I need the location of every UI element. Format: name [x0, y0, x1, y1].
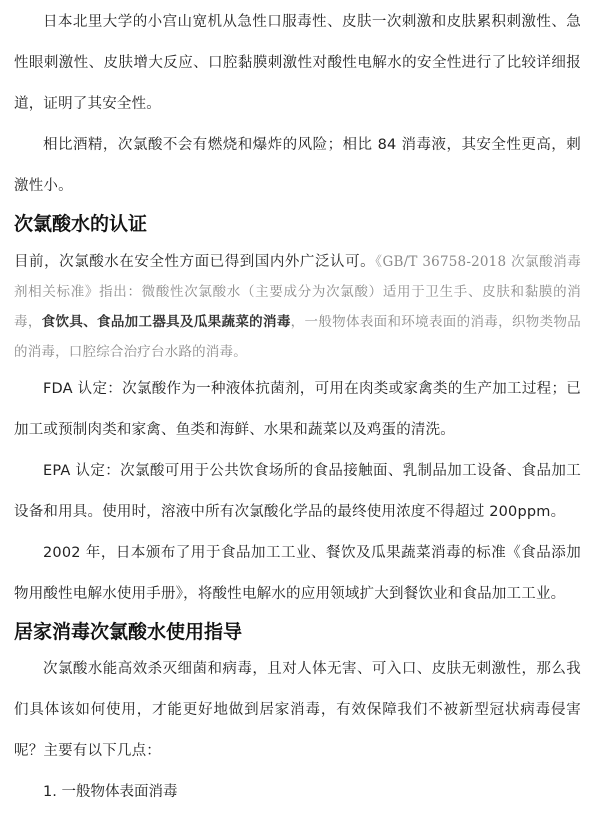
- cert-bold-text: 食饮具、食品加工器具及瓜果蔬菜的消毒: [41, 314, 291, 330]
- list-item: 1. 一般物体表面消毒: [43, 784, 178, 800]
- section-heading-certification: 次氯酸水的认证: [14, 213, 148, 235]
- home-disinfection-paragraph: 次氯酸水能高效杀灭细菌和病毒，且对人体无害、可入口、皮肤无刺激性，那么我们具体该如何使用，才能更好地做到居家消毒，有效保障我们不被新型冠状病毒侵害呢？主要有以下几点：: [14, 661, 581, 759]
- cert-standard-quote: 《GB/T 36758-2018 次氯酸消毒剂相关标准》指出：微酸性次氯酸水（主要成分为次氯酸）适用于卫生手、皮肤和黏膜的消毒，: [14, 254, 581, 330]
- epa-paragraph: EPA 认定：次氯酸可用于公共饮食场所的食品接触面、乳制品加工设备、食品加工设备和用具。使用时，溶液中所有次氯酸化学品的最终使用浓度不得超过 200ppm。: [14, 463, 581, 520]
- fda-paragraph: FDA 认定：次氯酸作为一种液体抗菌剂，可用在肉类或家禽类的生产加工过程；已加工或预制肉类和家禽、鱼类和海鲜、水果和蔬菜以及鸡蛋的清洗。: [14, 381, 581, 438]
- cert-standard-quote-end: ，一般物体表面和环境表面的消毒，织物类物品的消毒，口腔综合治疗台水路的消毒。: [14, 314, 581, 360]
- intro-paragraph-1: 日本北里大学的小宫山宽机从急性口服毒性、皮肤一次刺激和皮肤累积刺激性、急性眼刺激性、皮肤增大反应、口腔黏膜刺激性对酸性电解水的安全性进行了比较详细报道，证明了其安全性。: [14, 14, 581, 112]
- certification-paragraph: [14, 247, 581, 367]
- intro-paragraph-2: 相比酒精，次氯酸不会有燃烧和爆炸的风险；相比 84 消毒液，其安全性更高，刺激性小。: [14, 137, 581, 194]
- section-heading-home-disinfection: 居家消毒次氯酸水使用指导: [14, 621, 243, 643]
- japan-paragraph: 2002 年，日本颁布了用于食品加工工业、餐饮及瓜果蔬菜消毒的标准《食品添加物用酸性电解水使用手册》，将酸性电解水的应用领域扩大到餐饮业和食品加工工业。: [14, 545, 581, 602]
- cert-lead-text: 目前，次氯酸水在安全性方面已得到国内外广泛认可。: [14, 254, 376, 270]
